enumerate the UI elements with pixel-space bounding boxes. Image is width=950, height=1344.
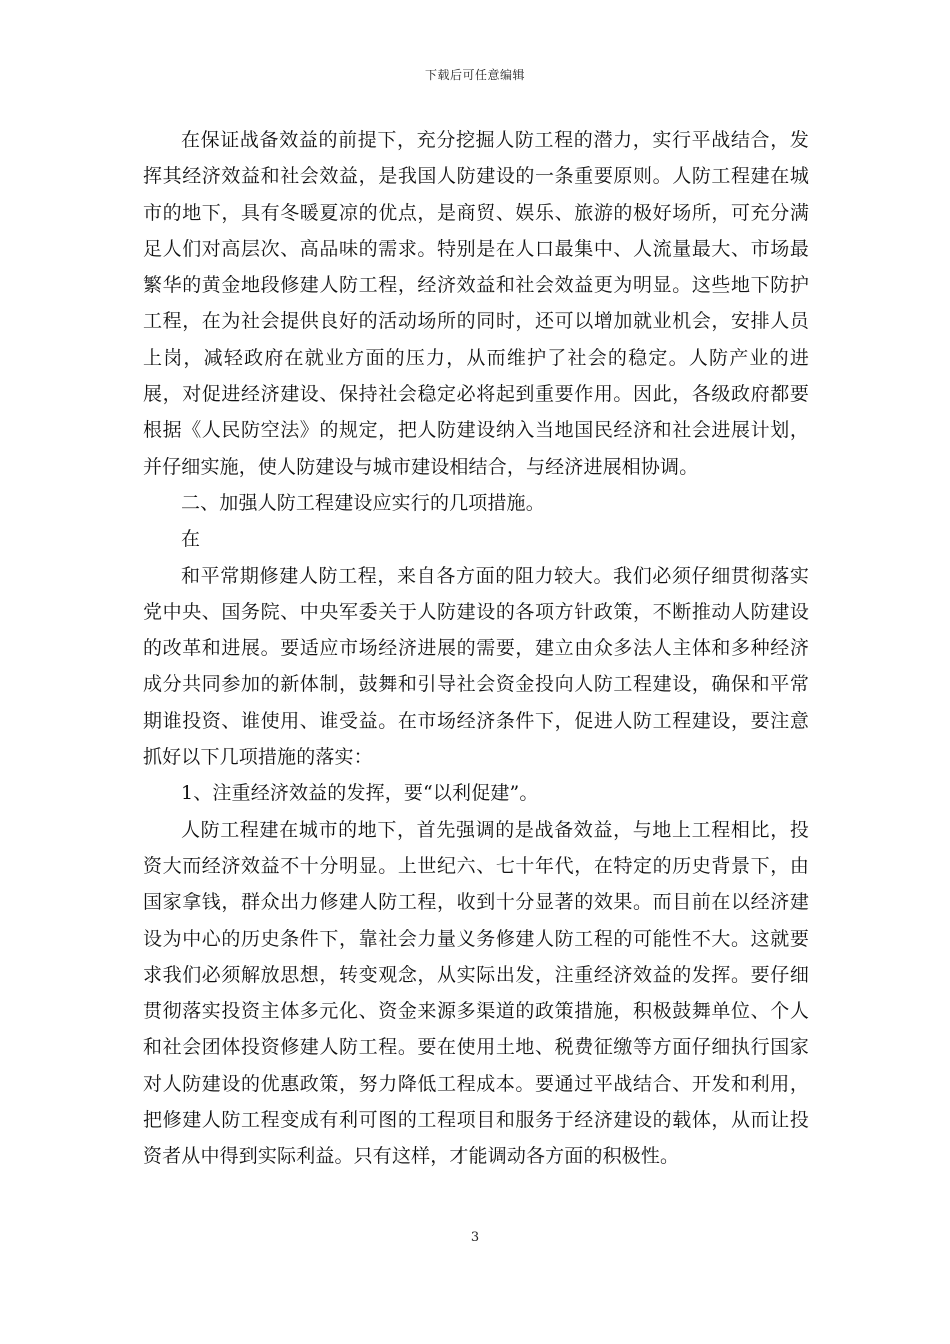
paragraph-measure-1-detail: 人防工程建在城市的地下，首先强调的是战备效益，与地上工程相比，投资大而经济效益不十分明显。上世纪六、七十年代，在特定的历史背景下，由国家拿钱，群众出力修建人防工程，收到十分显著的效果。而目前在以经济建设为中心的历史条件下，靠社会力量义务修建人防工程的可能性不大。这就要求我们必须解放思想，转变观念，从实际出发，注重经济效益的发挥。要仔细贯彻落实投资主体多元化、资金来源多渠道的政策措施，积极鼓舞单位、个人和社会团体投资修建人防工程。要在使用土地、税费征缴等方面仔细执行国家对人防建设的优惠政策，努力降低工程成本。要通过平战结合、开发和利用，把修建人防工程变成有利可图的工程项目和服务于经济建设的载体，从而让投资者从中得到实际利益。只有这样，才能调动各方面的积极性。 — [143, 818, 809, 1168]
document-body — [143, 122, 809, 1175]
page-header: 下载后可任意编辑 — [424, 68, 525, 82]
paragraph-peacetime-construction: 和平常期修建人防工程，来自各方面的阻力较大。我们必须仔细贯彻落实党中央、国务院、中央军委关于人防建设的各项方针政策，不断推动人防建设的改革和进展。要适应市场经济进展的需要，建立由众多法人主体和多种经济成分共同参加的新体制，鼓舞和引导社会资金投向人防工程建设，确保和平常期谁投资、谁使用、谁受益。在市场经济条件下，促进人防工程建设，要注意抓好以下几项措施的落实： — [143, 564, 809, 769]
section-heading-measures: 二、加强人防工程建设应实行的几项措施。 — [181, 491, 545, 514]
paragraph-fragment: 在 — [181, 528, 201, 551]
paragraph-economic-benefits: 在保证战备效益的前提下，充分挖掘人防工程的潜力，实行平战结合，发挥其经济效益和社会效益，是我国人防建设的一条重要原则。人防工程建在城市的地下，具有冬暖夏凉的优点，是商贸、娱乐、旅游的极好场所，可充分满足人们对高层次、高品味的需求。特别是在人口最集中、人流量最大、市场最繁华的黄金地段修建人防工程，经济效益和社会效益更为明显。这些地下防护工程，在为社会提供良好的活动场所的同时，还可以增加就业机会，安排人员上岗，减轻政府在就业方面的压力，从而维护了社会的稳定。人防产业的进展，对促进经济建设、保持社会稳定必将起到重要作用。因此，各级政府都要根据《人民防空法》的规定，把人防建设纳入当地国民经济和社会进展计划，并仔细实施，使人防建设与城市建设相结合，与经济进展相协调。 — [143, 129, 809, 478]
subheading-measure-1: 1、注重经济效益的发挥，要“以利促建”。 — [181, 782, 539, 805]
page-number: 3 — [470, 1230, 480, 1245]
